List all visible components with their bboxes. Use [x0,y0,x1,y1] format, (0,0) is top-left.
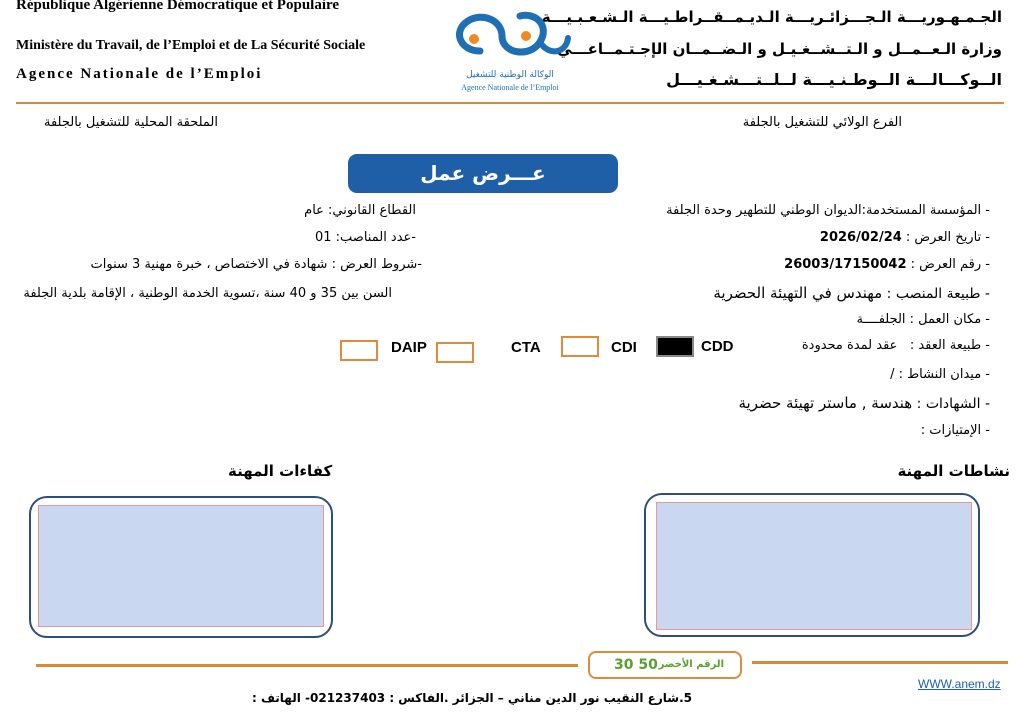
header-ar-line3: الــوكـــالـــة الــوطـنـيـــة لــلــتـــشـغـيـــل [666,70,1002,89]
field-contract [802,338,990,353]
position-label: - طبيعة المنصب : [886,286,990,302]
field-privileges: - الإمتيازات : [920,423,990,438]
footer-line-left [36,664,578,667]
green-number-value: 30 50 [614,657,658,673]
logo-arabic-text: الوكالة الوطنية للتشغيل [466,70,554,80]
header-ar-line2: وزارة الـعــمــل و الـتــشــغـيـل و الـضــمــان الإجـتـمــاعـــي [557,40,1002,58]
contract-label: - طبيعة العقد : [909,338,990,353]
logo-french-text: Agence Nationale de l’Emploi [461,83,559,92]
offer-title [348,154,618,193]
degrees-value: هندسة , ماستر تهيئة حضرية [738,394,913,412]
header-divider [16,102,1004,104]
section-competencies-title: كفاءات المهنة [228,462,333,480]
website-link[interactable]: WWW.anem.dz [918,677,1001,691]
header-fr-line3: Agence Nationale de l’Emploi [16,66,263,82]
offer-title-text: عـــرض عمل [420,161,546,185]
competencies-textarea[interactable] [38,505,324,627]
field-workplace: - مكان العمل : الجلفــــة [856,312,990,327]
header-ar-line1: الجـمـهـوريـــة الـجـــزائـريـــة الـديـمــقــراطـيـــة الـشـعـبـيـــة [541,8,1002,26]
field-conditions-2: السن بين 35 و 40 سنة ،تسوية الخدمة الوطنية ، الإقامة بلدية الجلفة [23,286,392,301]
field-offer-date [820,230,990,245]
anem-logo [440,6,580,98]
green-number-label: الرقم الأخضر [658,659,724,670]
field-conditions: -شروط العرض : شهادة في الاختصاص ، خبرة مهنية 3 سنوات [90,257,422,272]
checkbox-cdi[interactable] [561,336,599,357]
label-cta: CTA [511,339,541,356]
checkbox-daip[interactable] [340,340,378,361]
footer-line-right [752,661,1008,664]
green-number-badge [588,651,742,679]
position-value: مهندس في التهيئة الحضرية [713,284,883,302]
offer-date-label: - تاريخ العرض : [905,230,990,245]
field-degrees [739,394,991,412]
label-cdd: CDD [701,338,734,355]
contract-value: عقد لمدة محدودة [801,338,898,353]
header-fr-line2: Ministère du Travail, de l’Emploi et de La Sécurité Sociale [16,38,366,53]
field-legal-sector: القطاع القانوني: عام [304,203,416,218]
checkbox-cdd[interactable] [656,336,694,357]
activities-textarea[interactable] [656,502,972,630]
field-employer: - المؤسسة المستخدمة:الديوان الوطني للتطهير وحدة الجلفة [666,203,990,218]
field-activity: - ميدان النشاط : / [890,367,990,382]
offer-number-label: - رقم العرض : [910,257,990,272]
offer-number-value: 26003/17150042 [784,257,907,272]
footer-address: 5.شارع النقيب نور الدين مناني – الجزائر .الفاكس : 021237403- الهاتف : [252,691,692,705]
anem-logo-icon [440,6,580,76]
degrees-label: - الشهادات : [916,396,990,412]
checkbox-cta[interactable] [436,342,474,363]
label-daip: DAIP [391,339,427,356]
field-positions-count: -عدد المناصب: 01 [314,230,416,245]
offer-date-value: 2026/02/24 [819,230,902,245]
field-position [713,284,990,302]
header-fr-line1: République Algérienne Démocratique et Populaire [16,0,340,13]
label-cdi: CDI [611,339,637,356]
section-activities-title: نشاطات المهنة [897,462,1010,480]
branch-right: الفرع الولائي للتشغيل بالجلفة [742,115,902,130]
field-offer-number [784,257,990,272]
branch-left: الملحقة المحلية للتشغيل بالجلفة [44,115,219,130]
